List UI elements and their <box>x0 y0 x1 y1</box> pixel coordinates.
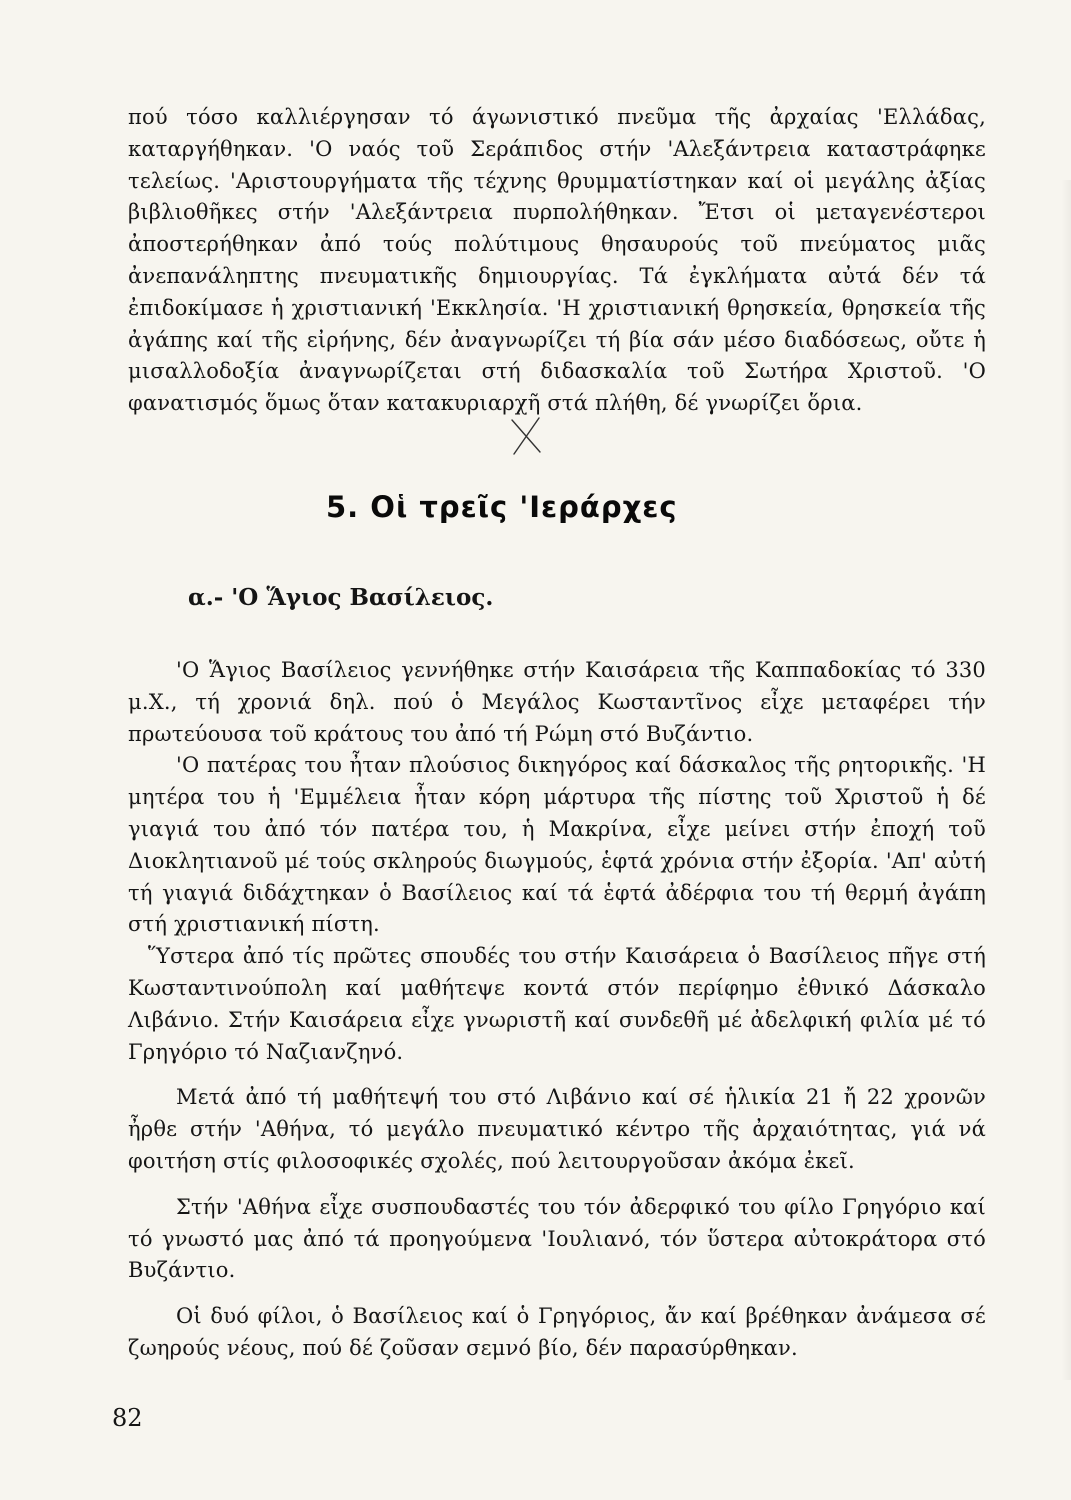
page-edge-shadow <box>1061 180 1071 1380</box>
paragraph-studies: Ὕστερα ἀπό τίς πρῶτες σπουδές του στήν Καισάρεια ὁ Βασίλειος πῆγε στή Κωσταντινούπολη καί μαθήτεψε κοντά στόν περίφημο ἐθνικό Δάσκαλο Λιβάνιο. Στήν Καισάρεια εἶχε γνωριστῆ καί συνδεθῆ μέ ἀδελφική φιλία μέ τό Γρηγόριο τό Ναζιανζηνό. <box>128 944 986 1064</box>
top-text-block <box>128 102 986 420</box>
section-heading: 5. Οἱ τρεῖς 'Ιεράρχες <box>326 490 678 524</box>
top-paragraph: πού τόσο καλλιέργησαν τό άγωνιστικό πνεῦμα τῆς ἀρχαίας 'Ελλάδας, καταργήθηκαν. 'Ο ναός τοῦ Σεράπιδος στήν 'Αλεξάντρεια καταστράφηκε τελείως. 'Αριστουργήματα τῆς τέχνης θρυμματίστηκαν καί οἱ μεγάλης ἀξίας βιβλιοθῆκες στήν 'Αλεξάντρεια πυρπολήθηκαν. Ἔτσι οἱ μεταγενέστεροι ἀποστερήθηκαν ἀπό τούς πολύτιμους θησαυρούς τοῦ πνεύματος μιᾶς ἀνεπανάληπτης πνευματικῆς δημιουργίας. Τά ἐγκλήματα αὐτά δέν τά ἐπιδοκίμασε ἡ χριστιανική 'Εκκλησία. 'Η χριστιανική θρησκεία, θρησκεία τῆς ἀγάπης καί τῆς εἰρήνης, δέν ἀναγνωρίζει τή βία σάν μέσο διαδόσεως, οὔτε ἡ μισαλλοδοξία ἀναγνωρίζεται στή διδασκαλία τοῦ Σωτήρα Χριστοῦ. 'Ο φανατισμός ὅμως ὅταν κατακυριαρχῆ στά πλήθη, δέ γνωρίζει ὅρια. <box>128 105 986 416</box>
paragraph-friends: Οἱ δυό φίλοι, ὁ Βασίλειος καί ὁ Γρηγόριος, ἄν καί βρέθηκαν ἀνάμεσα σέ ζωηρούς νέους, πού δέ ζοῦσαν σεμνό βίο, δέν παρασύρθηκαν. <box>128 1304 986 1360</box>
paragraph-athens: Μετά ἀπό τή μαθήτεψή του στό Λιβάνιο καί σέ ἡλικία 21 ἤ 22 χρονῶν ἦρθε στήν 'Αθήνα, τό μεγάλο πνευματικό κέντρο τῆς ἀρχαιότητας, γιά νά φοιτήση στίς φιλοσοφικές σχολές, πού λειτουργοῦσαν ἀκόμα ἐκεῖ. <box>128 1085 986 1173</box>
paragraph-birth: 'Ο Ἅγιος Βασίλειος γεννήθηκε στήν Καισάρεια τῆς Καππαδοκίας τό 330 μ.Χ., τή χρονιά δηλ. πού ὁ Μεγάλος Κωσταντῖνος εἶχε μεταφέρει τήν πρωτεύουσα τοῦ κράτους του ἀπό τή Ρώμη στό Βυζάντιο. <box>128 658 986 746</box>
paragraph-family: 'Ο πατέρας του ἦταν πλούσιος δικηγόρος καί δάσκαλος τῆς ρητορικῆς. 'Η μητέρα του ἡ 'Εμμέλεια ἦταν κόρη μάρτυρα τῆς πίστης τοῦ Χριστοῦ ἡ δέ γιαγιά του ἀπό τόν πατέρα του, ἡ Μακρίνα, εἶχε μείνει στήν ἐποχή τοῦ Διοκλητιανοῦ μέ τούς σκληρούς διωγμούς, ἑφτά χρόνια στήν ἐξορία. 'Απ' αὐτή τή γιαγιά διδάχτηκαν ὁ Βασίλειος καί τά ἑφτά ἀδέρφια του τή θερμή ἀγάπη στή χριστιανική πίστη. <box>128 753 986 937</box>
handwritten-x-mark <box>506 416 546 456</box>
page-number: 82 <box>112 1404 143 1432</box>
subheading: α.- 'Ο Ἅγιος Βασίλειος. <box>188 584 494 611</box>
body-text-block <box>128 655 986 1365</box>
paragraph-classmates: Στήν 'Αθήνα εἶχε συσπουδαστές του τόν ἀδερφικό του φίλο Γρηγόριο καί τό γνωστό μας ἀπό τά προηγούμενα 'Ιουλιανό, τόν ὕστερα αὐτοκράτορα στό Βυζάντιο. <box>128 1194 986 1283</box>
